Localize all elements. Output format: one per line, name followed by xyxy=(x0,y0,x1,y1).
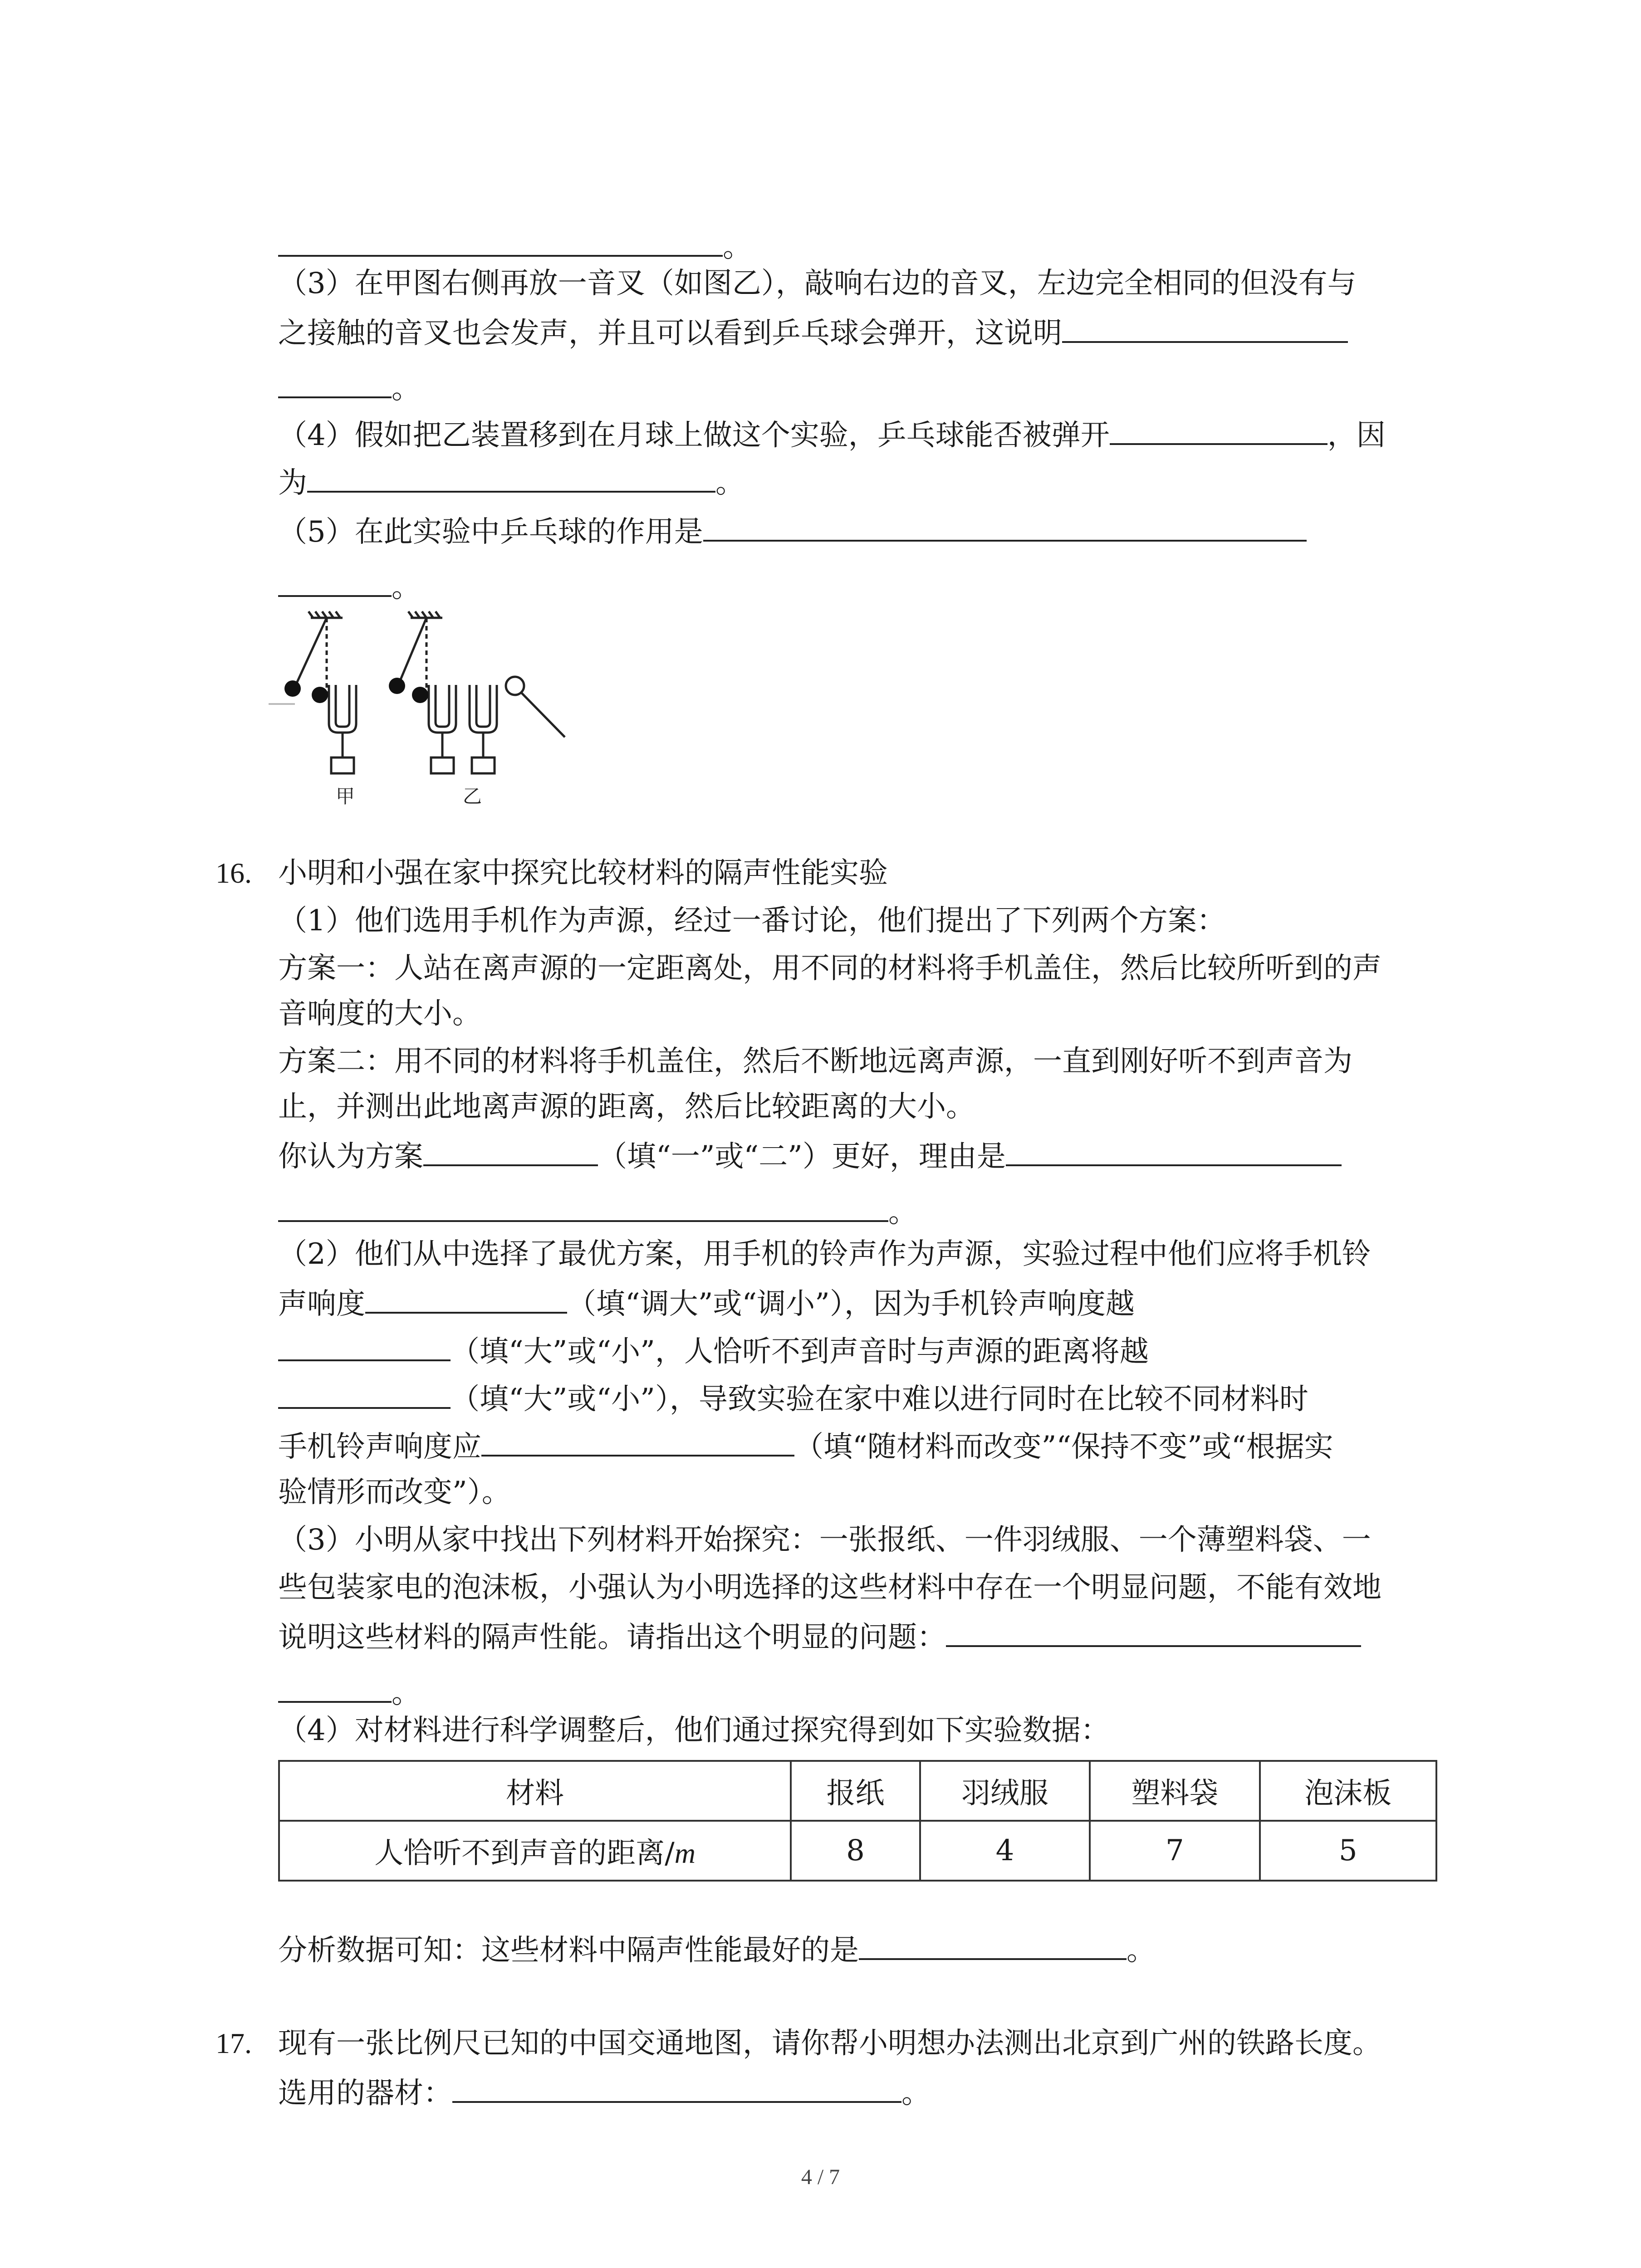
q16-title: 小明和小强在家中探究比较材料的隔声性能实验 xyxy=(278,856,888,890)
q16-part2-line1: （2）他们从中选择了最优方案，用手机的铃声作为声源，实验过程中他们应将手机铃 xyxy=(278,1237,1371,1271)
table-header-cell: 泡沫板 xyxy=(1260,1761,1436,1821)
answer-blank[interactable] xyxy=(946,1617,1361,1647)
q16-part2-line5: 手机铃声响度应 （填“随材料而改变”“保持不变”或“根据实 xyxy=(278,1427,1333,1465)
q16-number: 16. xyxy=(216,857,252,889)
table-header-cell: 羽绒服 xyxy=(920,1761,1090,1821)
answer-blank[interactable] xyxy=(1006,1136,1342,1166)
answer-blank[interactable] xyxy=(278,1192,888,1222)
q16-plan2-line2: 止，并测出此地离声源的距离，然后比较距离的大小。 xyxy=(278,1090,975,1124)
q16-part1: （1）他们选用手机作为声源，经过一番讨论，他们提出了下列两个方案： xyxy=(278,904,1226,938)
tuning-fork-figure xyxy=(268,608,585,812)
figure-label-jia: 甲 xyxy=(336,785,355,807)
answer-blank[interactable] xyxy=(278,368,392,398)
q15-part4-line1: （4）假如把乙装置移到在月球上做这个实验，乒乓球能否被弹开 ，因 xyxy=(278,415,1386,454)
q16-plan1-line2: 音响度的大小。 xyxy=(278,997,481,1031)
answer-blank[interactable] xyxy=(307,463,715,493)
answer-blank[interactable] xyxy=(703,512,1307,542)
answer-blank[interactable] xyxy=(278,1379,451,1409)
table-header-cell: 材料 xyxy=(279,1761,791,1821)
ping-pong-ball xyxy=(389,678,405,694)
answer-blank[interactable] xyxy=(278,1331,451,1361)
q15-part3-line1: （3）在甲图右侧再放一音叉（如图乙），敲响右边的音叉，左边完全相同的但没有与 xyxy=(278,267,1357,300)
q16-part4: （4）对材料进行科学调整后，他们通过探究得到如下实验数据： xyxy=(278,1714,1110,1747)
q16-reason-line: 。 xyxy=(278,1192,917,1231)
q16-plan1-line1: 方案一：人站在离声源的一定距离处，用不同的材料将手机盖住，然后比较所听到的声 xyxy=(278,952,1381,985)
q16-part3-line1: （3）小明从家中找出下列材料开始探究：一张报纸、一件羽绒服、一个薄塑料袋、一 xyxy=(278,1523,1371,1557)
q15-part3-line3: 。 xyxy=(278,368,421,407)
q16-part2-line4: （填“大”或“小”），导致实验在家中难以进行同时在比较不同材料时 xyxy=(278,1379,1308,1418)
q16-part2-line2: 声响度 （填“调大”或“调小”），因为手机铃声响度越 xyxy=(278,1284,1135,1322)
answer-blank[interactable] xyxy=(423,1136,598,1166)
answer-blank[interactable] xyxy=(859,1930,1127,1960)
table-header-cell: 报纸 xyxy=(791,1761,920,1821)
q16-plan2-line1: 方案二：用不同的材料将手机盖住，然后不断地远离声源，一直到刚好听不到声音为 xyxy=(278,1045,1352,1078)
q16-part3-line4: 。 xyxy=(278,1673,421,1711)
q15-part5-line2: 。 xyxy=(278,567,421,606)
answer-blank[interactable] xyxy=(1110,415,1327,445)
table-header-cell: 塑料袋 xyxy=(1090,1761,1259,1821)
table-row-label: 人恰听不到声音的距离/m xyxy=(279,1821,791,1881)
answer-blank[interactable] xyxy=(452,2073,901,2103)
table-cell: 7 xyxy=(1090,1821,1259,1881)
ping-pong-ball xyxy=(312,687,328,703)
answer-blank[interactable] xyxy=(481,1427,794,1457)
q15-answer-line-2: 。 xyxy=(278,227,752,265)
answer-blank[interactable] xyxy=(1062,313,1348,343)
answer-blank[interactable] xyxy=(278,567,392,597)
q17-number: 17. xyxy=(216,2027,252,2059)
page-number: 4 / 7 xyxy=(801,2165,840,2189)
ping-pong-ball xyxy=(284,680,301,697)
q17-equipment-line: 选用的器材： 。 xyxy=(278,2073,931,2112)
q16-part2-line6: 验情形而改变”）。 xyxy=(278,1476,511,1509)
table-cell: 8 xyxy=(791,1821,920,1881)
q16-conclusion: 分析数据可知：这些材料中隔声性能最好的是 。 xyxy=(278,1930,1156,1969)
answer-blank[interactable] xyxy=(278,227,723,257)
q15-part5-line1: （5）在此实验中乒乓球的作用是 xyxy=(278,512,1307,550)
q16-part3-line3: 说明这些材料的隔声性能。请指出这个明显的问题： xyxy=(278,1617,1361,1656)
material-data-table xyxy=(278,1760,1437,1882)
ping-pong-ball xyxy=(412,687,428,703)
q15-part3-line2: 之接触的音叉也会发声，并且可以看到乒乓球会弹开，这说明 xyxy=(278,313,1348,352)
q15-part4-line2: 为 。 xyxy=(278,463,745,501)
q16-choice-line: 你认为方案 （填“一”或“二”）更好，理由是 xyxy=(278,1136,1342,1175)
q16-part3-line2: 些包装家电的泡沫板，小强认为小明选择的这些材料中存在一个明显问题，不能有效地 xyxy=(278,1571,1381,1604)
q17-title: 现有一张比例尺已知的中国交通地图，请你帮小明想办法测出北京到广州的铁路长度。 xyxy=(278,2027,1381,2060)
table-header-row xyxy=(279,1761,1436,1821)
table-cell: 4 xyxy=(920,1821,1090,1881)
table-cell: 5 xyxy=(1260,1821,1436,1881)
figure-label-yi: 乙 xyxy=(463,785,482,807)
q16-part2-line3: （填“大”或“小”，人恰听不到声音时与声源的距离将越 xyxy=(278,1331,1149,1370)
answer-blank[interactable] xyxy=(365,1284,567,1314)
table-row xyxy=(279,1821,1436,1881)
answer-blank[interactable] xyxy=(278,1673,392,1703)
